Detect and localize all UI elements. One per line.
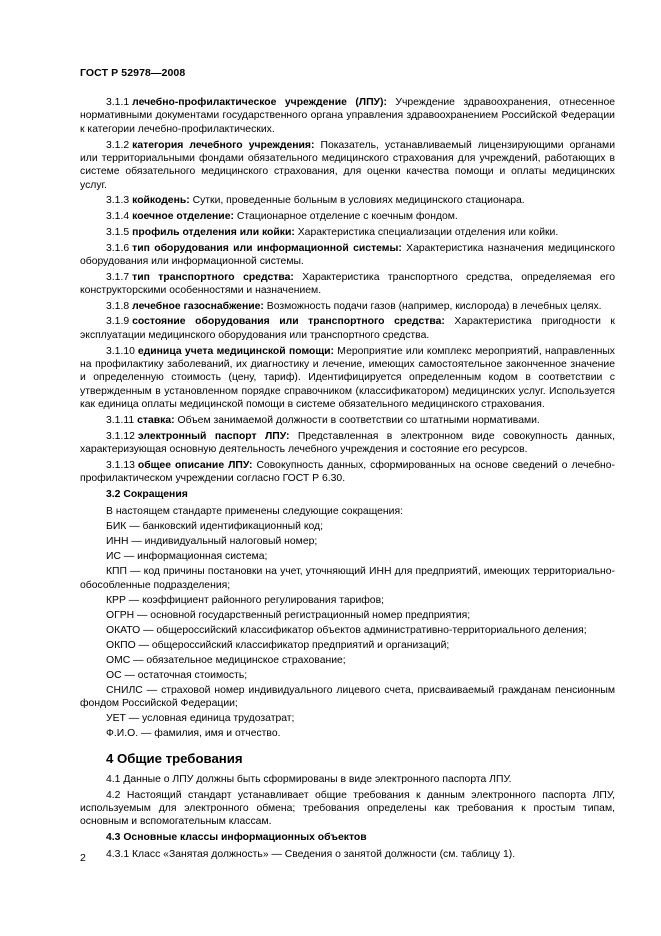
abbreviation-item: БИК — банковский идентификационный код;	[106, 521, 324, 533]
definition-text: Учреждение здравоохранения, отнесенное нормативными документами государственного органа управления здравоохранением Российской Федерации к категории лечебно-профилактических.	[80, 97, 615, 135]
standard-header: ГОСТ Р 52978—2008	[80, 67, 186, 79]
definition-item	[80, 139, 615, 193]
definition-text: Представленная в электронном виде совокупность данных, характеризующая основную деятельность лечебного учреждения и состояние его ресурсов.	[80, 430, 615, 456]
definition-term: электронный паспорт ЛПУ:	[137, 430, 290, 442]
paragraph-4-1: 4.1 Данные о ЛПУ должны быть сформированы в виде электронного паспорта ЛПУ.	[106, 773, 512, 785]
definition-item	[80, 271, 615, 298]
section-4-heading: 4 Общие требования	[106, 751, 243, 767]
definition-term: общее описание ЛПУ:	[137, 459, 253, 471]
abbreviation-item: СНИЛС — страховой номер индивидуального лицевого счета, присваиваемый гражданам пенсионным фондом Российской Федерации;	[80, 684, 615, 710]
definition-item	[80, 242, 615, 269]
definition-item	[80, 315, 615, 342]
definition-number: 3.1.11	[106, 414, 135, 426]
definition-number: 3.1.3	[106, 195, 130, 207]
definition-number: 3.1.10	[106, 345, 135, 357]
definition-number: 3.1.7	[106, 271, 130, 283]
abbreviation-item: ИНН — индивидуальный налоговый номер;	[106, 536, 318, 548]
definition-term: коечное отделение:	[132, 211, 234, 223]
definition-text: Сутки, проведенные больным в условиях медицинского стационара.	[189, 195, 525, 207]
definition-item	[80, 430, 615, 457]
page-number: 2	[80, 852, 86, 864]
definition-text: Стационарное отделение с коечным фондом.	[233, 211, 458, 223]
definition-text: Характеристика назначения медицинского оборудования или информационной системы.	[80, 242, 615, 267]
definition-text: Характеристика пригодности к эксплуатации медицинского оборудования или транспортного средства.	[80, 316, 615, 341]
definition-term: категория лечебного учреждения:	[132, 139, 315, 151]
abbreviations-list	[80, 520, 615, 740]
definition-number: 3.1.8	[106, 300, 130, 312]
definition-text: Характеристика специализации отделения или койки.	[294, 226, 559, 238]
abbreviation-item: ОГРН — основной государственный регистрационный номер предприятия;	[106, 609, 471, 621]
definition-item	[80, 459, 615, 486]
abbreviation-item: ИС — информационная система;	[106, 551, 268, 563]
definition-item	[80, 226, 615, 239]
definition-text: Совокупность данных, сформированных на основе сведений о лечебно-профилактическом учреждении согласно ГОСТ Р 6.30.	[80, 459, 615, 485]
definition-item	[80, 96, 615, 136]
definition-text: Характеристика транспортного средства, определяемая его конструкторскими особенностями и назначением.	[80, 271, 615, 297]
definition-term: состояние оборудования или транспортного средства:	[132, 316, 445, 328]
definition-number: 3.1.13	[106, 459, 135, 471]
abbreviations-intro: В настоящем стандарте применены следующие сокращения:	[106, 506, 403, 518]
abbreviation-item: КРР — коэффициент районного регулирования тарифов;	[106, 594, 384, 606]
definition-number: 3.1.1	[106, 97, 130, 108]
definition-number: 3.1.6	[106, 242, 130, 254]
subsection-4-3-heading: 4.3 Основные классы информационных объектов	[106, 832, 367, 844]
definition-number: 3.1.5	[106, 226, 130, 238]
definition-term: лечебно-профилактическое учреждение (ЛПУ):	[132, 97, 387, 108]
abbreviation-item: ОМС — обязательное медицинское страхование;	[106, 654, 346, 666]
document-body	[80, 96, 615, 864]
paragraph-4-2: 4.2 Настоящий стандарт устанавливает общие требования к данным электронного паспорта ЛПУ, используемым для электронного обмена; требования определены как требования к простым типам, основным и вспомогательным классам.	[80, 789, 615, 828]
abbreviation-item: ОКАТО — общероссийский классификатор объектов административно-территориального деления;	[106, 624, 587, 636]
definition-term: единица учета медицинской помощи:	[137, 345, 334, 357]
definition-item	[80, 300, 615, 313]
abbreviation-item: ОКПО — общероссийский классификатор предприятий и организаций;	[106, 639, 450, 651]
definition-text: Показатель, устанавливаемый лицензирующими органами или территориальными фондами обязательного медицинского страхования для учреждений, работающих в системе обязательного медицинского страхования, для оценки качества помощи и оплаты медицинских услуг.	[80, 139, 615, 191]
abbreviation-item: УЕТ — условная единица трудозатрат;	[106, 713, 295, 725]
definition-text: Мероприятие или комплекс мероприятий, направленных на профилактику заболеваний, их диагностику и лечение, имеющих самостоятельное законченное значение и определенную стоимость (цену, тариф). Идентифицируется определенным кодом в соответствии с утвержденным в установленном порядке справочником (классификатором) медицинских услуг. Используется как единица оплаты медицинской помощи в системе обязательного медицинского страхования.	[80, 345, 615, 411]
paragraph-4-3-1: 4.3.1 Класс «Занятая должность» — Сведения о занятой должности (см. таблицу 1).	[106, 849, 516, 861]
definition-term: ставка:	[137, 414, 175, 426]
definition-term: тип транспортного средства:	[132, 271, 294, 283]
abbreviation-item: Ф.И.О. — фамилия, имя и отчество.	[106, 728, 281, 740]
definition-term: профиль отделения или койки:	[132, 226, 295, 238]
abbreviation-item: ОС — остаточная стоимость;	[106, 669, 248, 681]
definition-term: лечебное газоснабжение:	[132, 300, 264, 312]
definition-number: 3.1.4	[106, 211, 130, 223]
abbreviation-item: КПП — код причины постановки на учет, уточняющий ИНН для предприятий, имеющих территориально-обособленные подразделения;	[80, 566, 615, 591]
definition-item	[80, 210, 615, 223]
definition-term: тип оборудования или информационной системы:	[132, 242, 402, 254]
definition-term: койкодень:	[132, 195, 190, 207]
definition-item	[80, 345, 615, 412]
definitions-list	[80, 96, 615, 486]
definition-item	[80, 414, 615, 427]
definition-text: Возможность подачи газов (например, кислорода) в лечебных целях.	[263, 300, 602, 312]
definition-item	[80, 194, 615, 207]
definition-number: 3.1.12	[106, 430, 135, 442]
definition-number: 3.1.2	[106, 139, 130, 151]
abbreviations-heading: 3.2 Сокращения	[106, 488, 188, 500]
definition-text: Объем занимаемой должности в соответствии со штатными нормативами.	[174, 414, 540, 426]
definition-number: 3.1.9	[106, 316, 130, 328]
